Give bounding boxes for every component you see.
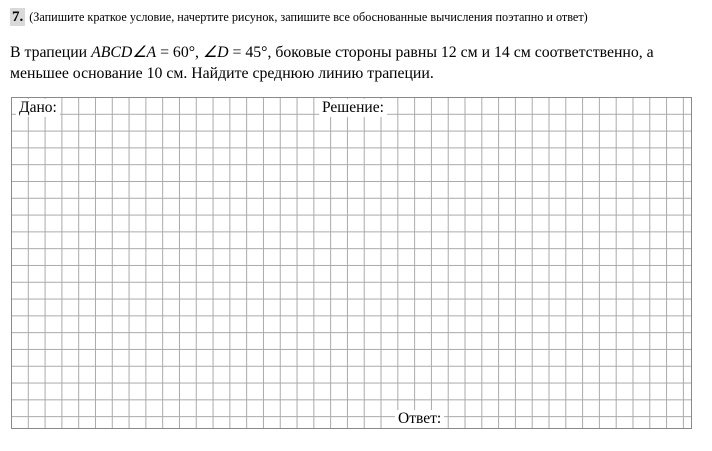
problem-statement (10, 42, 700, 84)
angle-a-value: = 60°, (156, 44, 203, 61)
task-instruction: (Запишите краткое условие, начертите рисунок, запишите все обоснованные вычисления поэтапно и ответ) (29, 10, 588, 24)
given-label: Дано: (16, 99, 60, 117)
angle-a-label: ∠A (132, 44, 157, 61)
angle-d-value: = 45° (228, 44, 268, 61)
angle-d-label: ∠D (202, 44, 229, 61)
task-number: 7. (12, 9, 24, 25)
figure-name: ABCD (91, 44, 133, 61)
problem-line1-suffix: , боковые стороны равны 12 см и 14 см соответственно, а (267, 44, 654, 61)
problem-line1-prefix: В трапеции (10, 44, 92, 61)
solution-label: Решение: (319, 99, 387, 117)
answer-grid[interactable] (11, 97, 692, 429)
task-header (10, 8, 702, 28)
answer-label: Ответ: (395, 410, 444, 428)
problem-line2: меньшее основание 10 см. Найдите среднюю линию трапеции. (10, 65, 434, 82)
